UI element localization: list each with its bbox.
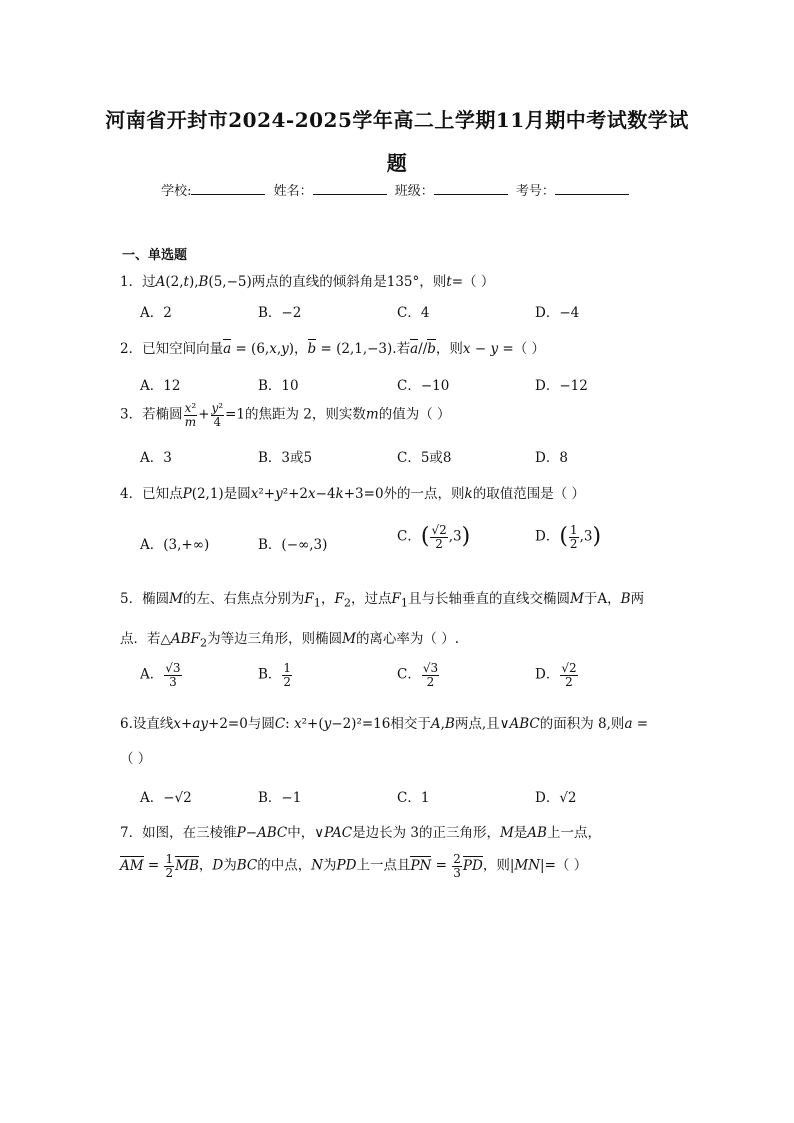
q6-text-d: 的面积为 8,则 — [539, 716, 625, 732]
q2-text-c: ，则 — [435, 341, 463, 357]
q3-frac-x: $\frac{\text{x²}}{m}$ — [184, 401, 197, 429]
question-1: 1．过A(2,t),B(5,−5)两点的直线的倾斜角是135°，则t=（ ） — [120, 274, 495, 290]
q5-option-b: B． $\frac{1}{2}$ — [258, 661, 292, 689]
question-3: 3．若椭圆 $\frac{\text{x²}}{m}$ + $\frac{\text{y²}}{4}$ =1的焦距为 2，则实数m的值为（ ） — [120, 401, 451, 429]
number-label: 考号： — [515, 184, 555, 199]
q5-text-f: 两 — [630, 591, 645, 607]
q6-option-a: A．−√2 — [140, 790, 192, 806]
q6-option-d: D．√2 — [535, 790, 577, 806]
q3-option-a: A．3 — [140, 450, 172, 466]
q5-option-c-label: C． — [397, 666, 421, 683]
q6-number: 6.设直线 — [120, 716, 174, 732]
q6-text-c: 两点,且 — [454, 716, 500, 732]
number-blank[interactable] — [555, 183, 629, 195]
question-7-line1: 7．如图，在三棱锥P−ABC中，∨PAC是边长为 3的正三角形，M是AB上一点， — [120, 825, 601, 841]
q3-frac-y: $\frac{\text{y²}}{4}$ — [211, 401, 224, 429]
q1-option-d: D．−4 — [535, 305, 580, 321]
q5-option-a: A． $\frac{√3}{3}$ — [140, 661, 181, 689]
q6-option-b: B．−1 — [258, 790, 302, 806]
q5-text-h: 为等边三角形，则椭圆 — [207, 631, 343, 647]
q3-option-b: B．3或5 — [258, 450, 313, 466]
q4-text-c: 的取值范围是（ ） — [472, 486, 586, 502]
q4-option-b-label: B． — [258, 537, 282, 553]
q5-text-e: 于 — [583, 591, 598, 607]
q5-option-d: D． $\frac{√2}{2}$ — [535, 661, 577, 689]
q3-text-b: 的值为（ ） — [378, 406, 451, 423]
q4-number: 4．已知点 — [120, 486, 183, 502]
q7-text-i: 为 — [323, 857, 337, 874]
q5-text-d: 且与长轴垂直的直线交椭圆 — [408, 591, 571, 607]
q4-option-d: D．( $\frac{1}{2}$ ,3) — [535, 523, 602, 551]
q5-text-b: 的左、右焦点分别为 — [182, 591, 305, 607]
q5-option-d-label: D． — [535, 666, 560, 683]
question-5-line1: 5．椭圆M的左、右焦点分别为$F_1$，$F_2$，过点$F_1$且与长轴垂直的直线交椭圆M于A，B两 — [120, 591, 645, 610]
question-4: 4．已知点P(2,1)是圆x²+y²+2x−4k+3=0外的一点，则k的取值范围是（ ） — [120, 486, 586, 502]
q2-option-b: B．10 — [258, 378, 299, 394]
q6-text-a: 与圆 — [247, 716, 275, 732]
q1-text: 两点的直线的倾斜角是135°，则 — [251, 274, 447, 290]
q6-option-d-label: D． — [535, 790, 560, 806]
q4-option-c-label: C． — [397, 528, 421, 545]
q7-text-j: 上一点且 — [356, 857, 411, 874]
q7-text-f: ， — [198, 857, 213, 874]
question-5-line2: 点．若$\triangle ABF_2$为等边三角形，则椭圆M的离心率为（ ）. — [120, 631, 460, 650]
q5-text-g: 点．若 — [120, 631, 161, 647]
name-blank[interactable] — [313, 183, 387, 195]
q2-text-b: .若 — [392, 341, 411, 357]
q7-text-h: 的中点， — [257, 857, 312, 874]
q4-option-b: B．(−∞,3) — [258, 537, 328, 553]
q7-text-c: 是边长为 3的正三角形， — [352, 825, 500, 841]
q5-text-a: 5．椭圆 — [120, 591, 170, 607]
q2-text-a: ， — [294, 341, 308, 357]
q7-answer-blank: =（ ） — [544, 857, 588, 874]
q1-option-b: B．−2 — [258, 305, 302, 321]
section-heading: 一、单选题 — [122, 248, 188, 263]
q5-option-a-label: A． — [140, 666, 164, 683]
q4-option-c: C．( $\frac{√2}{2}$ ,3) — [397, 523, 471, 551]
q4-text-b: 外的一点，则 — [383, 486, 465, 502]
q5-text-c: ，过点 — [351, 591, 392, 607]
q1-option-a: A．2 — [140, 305, 172, 321]
q5-text-i: 的离心率为（ ）. — [355, 631, 460, 647]
question-2: 2．已知空间向量a = (6,x,y)，b = (2,1,−3).若a//b，则x − y =（ ） — [120, 341, 545, 357]
q7-text-k: ，则 — [482, 857, 510, 874]
exam-title-line2: 题 — [386, 151, 408, 175]
q6-option-a-label: A． — [140, 790, 164, 806]
q7-text-a: 7．如图，在三棱锥 — [120, 825, 237, 841]
school-label: 学校: — [161, 184, 192, 199]
exam-title-line1: 河南省开封市2024-2025学年高二上学期11月期中考试数学试 — [105, 108, 689, 132]
question-6: 6.设直线x+ay+2=0与圆C: x²+(y−2)²=16相交于A,B两点,且∨ABC的面积为 8,则a = — [120, 716, 649, 732]
name-label: 姓名： — [273, 184, 313, 199]
q6-answer-blank: （ ） — [120, 751, 152, 767]
q2-number: 2．已知空间向量 — [120, 341, 224, 357]
class-blank[interactable] — [434, 183, 508, 195]
class-label: 班级： — [394, 184, 434, 199]
q3-text-a: 的焦距为 2，则实数 — [245, 406, 366, 423]
q7-text-b: 中， — [287, 825, 315, 841]
q7-text-g: 为 — [223, 857, 237, 874]
q4-option-a: A．(3,+∞) — [140, 537, 210, 553]
q3-option-c: C．5或8 — [397, 450, 452, 466]
q3-number: 3．若椭圆 — [120, 406, 183, 423]
q2-answer-blank: =（ ） — [502, 341, 545, 357]
q2-option-c: C．−10 — [397, 378, 450, 394]
q1-number: 1．过 — [120, 274, 156, 290]
q4-text-a: 是圆 — [223, 486, 251, 502]
q2-option-d: D．−12 — [535, 378, 588, 394]
q5-option-b-label: B． — [258, 666, 282, 683]
q7-text-e: 上一点， — [546, 825, 601, 841]
q1-option-c: C．4 — [397, 305, 430, 321]
q6-text-b: 相交于 — [390, 716, 431, 732]
q3-option-d: D．8 — [535, 450, 568, 466]
q4-option-d-label: D． — [535, 528, 560, 545]
q5-option-c: C． $\frac{√3}{2}$ — [397, 661, 439, 689]
student-info-row — [0, 180, 794, 199]
q7-text-d: 是 — [513, 825, 528, 841]
school-blank[interactable] — [191, 183, 265, 195]
question-7-line2: AM = $\frac{1}{2}$ MB，D为BC的中点，N为PD上一点且PN = $\frac{2}{3}$ PD，则|MN|=（ ） — [120, 852, 588, 880]
q4-option-a-label: A． — [140, 537, 164, 553]
q1-answer-blank: =（ ） — [451, 274, 495, 290]
q6-option-c: C．1 — [397, 790, 430, 806]
q2-option-a: A．12 — [140, 378, 181, 394]
